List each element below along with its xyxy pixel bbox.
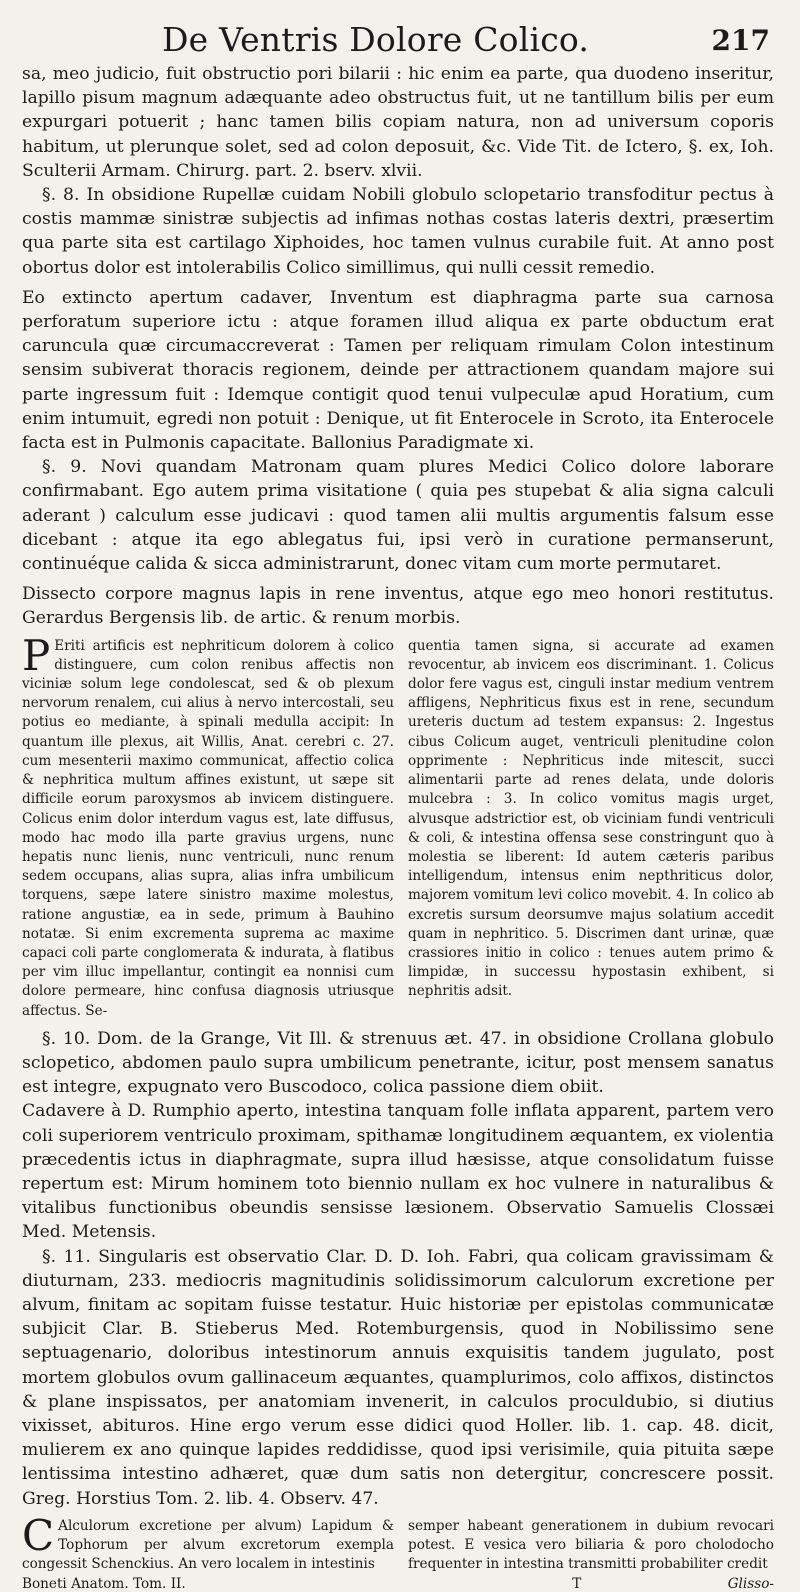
page-footer (22, 1576, 774, 1592)
running-head (22, 14, 774, 62)
paragraph-section-8: §. 8. In obsidione Rupellæ cuidam Nobili globulo sclopetario transfoditur pectus à costis mammæ sinistræ subjectis ad infimas nothas costas lateris dextri, præsertim qua parte sita est cartilago Xiphoides, hoc tamen vulnus curabile fuit. At anno post obortus dolor est intolerabilis Colico simillimus, qui nulli cessit remedio. (22, 185, 774, 278)
running-title: De Ventris Dolore Colico. (162, 20, 590, 59)
paragraph-section-11: §. 11. Singularis est observatio Clar. D. D. Ioh. Fabri, qua colicam gravissimam & diuturnam, 233. mediocris magnitudinis solidissimorum calculorum excretione per alvum, finitam ac sopitam fuisse testatur. Huic historiæ per epistolas communicatæ subjicit Clar. B. Stieberus Med. Rotemburgensis, quod in Nobilissimo sene septuagenario, doloribus intestinorum annuis exquisitis tandem jugulato, post mortem globulos ovum gallinaceum æquantes, quamplurimos, colo affixos, distinctos & plane inspissatos, per anatomiam invenerit, in calculos proculdubio, si diutius vixisset, abituros. Hine ergo verum esse didici quod Holler. lib. 1. cap. 48. dicit, mulierem ex ano quinque lapides reddidisse, quod ipsi verisimile, quia pituita sæpe lentissima intestino adhæret, quæ dum satis non detergitur, concrescere possit. Greg. Horstius Tom. 2. lib. 4. Observ. 47. (22, 1246, 774, 1509)
drop-cap: P (22, 630, 51, 680)
paragraph: Eo extincto apertum cadaver, Inventum est diaphragma parte sua carnosa perforatum superiore ictu : atque foramen illud aliqua ex parte obductum erat caruncula quæ circumaccreverat : Tamen per reliquam rimulam Colon intestinum sensim subiverat thoracis regionem, deinde per attractionem quandam majore sui parte ingressum fuit : Idemque contigit quod tenui vulpeculæ apud Horatium, cum enim intumuit, egredi non potuit : Denique, ut fit Enterocele in Scroto, ita Enterocele facta est in Pulmonis capacitate. Ballonius Paradigmate xi. (22, 287, 774, 454)
paragraph-section-9: §. 9. Novi quandam Matronam quam plures Medici Colico dolore laborare confirmabant. Ego autem prima visitatione ( quia pes stupebat & alia signa calculi aderant ) calculum esse judicavi : quod tamen alii multis argumentis falsum esse dicebant : atque ita ego ablegatus fui, ipsi verò in curatione permanserunt, continuéque calida & sicca administrarunt, donec vitam cum morte permutaret. (22, 457, 774, 575)
note-right-column: semper habeant generationem in dubium revocari potest. E vesica vero biliaria & poro cholodocho frequenter in intestina transmitti probabiliter credit (408, 1517, 774, 1573)
commentary-right-column: quentia tamen signa, si accurate ad examen revocentur, ab invicem eos discriminant. 1. Colicus dolor fere vagus est, cinguli instar medium ventrem affligens, Nephriticus fixus est in rene, secundum ureteris ductum ad testem expansus: 2. Ingestus cibus Colicum auget, ventriculi plenitudine colon opprimente : Nephriticus inde mitescit, succi alimentarii parte ad renes delata, unde doloris mulcebra : 3. In colico vomitus magis urget, alvusque adstrictior est, ob viciniam fundi ventriculi & coli, & intestina offensa sese constringunt quo à molestia se liberent: Id autem cæteris paribus intelligendum, intensus enim nepthriticus dolor, majorem vomitum levi colico movebit. 4. In colico ab excretis sursum deorsumve majus solatium accedit quam in nephritico. 5. Discrimen dant urinæ, quæ crassiores initio in colico : tenues autem primo & limpidæ, in successu hypostasin exhibent, si nephritis adsit. (408, 637, 774, 1000)
two-column-commentary (22, 630, 774, 1021)
signature-mark: T (572, 1576, 582, 1592)
drop-cap: C (22, 1510, 55, 1560)
paragraph: Cadavere à D. Rumphio aperto, intestina tanquam folle inflata apparent, partem vero coli superiorem ventriculo proximam, spithamæ longitudinem æquantem, ex violentia præcedentis ictus in diaphragmate, supra illud hæsisse, atque consolidatum fuisse repertum est: Mirum hominem toto biennio nullam ex hoc vulnere in naturalibus & vitalibus functionibus obeundis sensisse læsionem. Observatio Samuelis Clossæi Med. Metensis. (22, 1101, 774, 1243)
footer-source: Boneti Anatom. Tom. II. (22, 1576, 186, 1592)
note-left-column (22, 1510, 394, 1575)
paragraph: sa, meo judicio, fuit obstructio pori bilarii : hic enim ea parte, qua duodeno inseritur, lapillo pisum magnum adæquante adeo obstructus fuit, ut ne tantillum bilis per eum expurgari potuerit ; hanc tamen bilis copiam natura, non ad universum coporis habitum, ut plerunque solet, sed ad colon deposuit, &c. Vide Tit. de Ictero, §. ex, Ioh. Sculterii Armam. Chirurg. part. 2. bserv. xlvii. (22, 64, 774, 181)
commentary-text: Eriti artificis est nephriticum dolorem à colico distinguere, cum colon renibus affectis non viciniæ solum lege condolescat, sed & ob plexum nervorum renalem, cui alius à nervo intercostali, seu potius eo mediante, à spinali medulla accipit: In quantum ille plexus, ait Willis, Anat. cerebri c. 27. cum mesenterii maximo communicat, affectio colica & nephritica multum affines existunt, ut sæpe sit difficile eorum paroxysmos ab invicem distinguere. Colicus enim dolor interdum vagus est, late diffusus, modo hac modo illa parte gravius urgens, nunc hepatis nunc lienis, nunc ventriculi, nunc renum sedem occupans, alias supra, alias infra umbilicum torquens, sæpe latere sinistro maxime molestus, ratione angustiæ, ea in sede, primum à Bauhino notatæ. Si enim excrementa suprema ac maxime capaci coli parte conglomerata & indurata, à flatibus per vim illuc impellantur, contingit ea nonnisi cum dolore permeare, hinc confusa diagnosis utriusque affectus. Se- (22, 637, 394, 1019)
commentary-left-column (22, 630, 394, 1021)
paragraph-section-10: §. 10. Dom. de la Grange, Vit Ill. & strenuus æt. 47. in obsidione Crollana globulo sclopetico, abdomen paulo supra umbilicum penetrante, icitur, post mensem sanatus est integre, expugnato vero Buscodoco, colica passione diem obiit. (22, 1028, 774, 1098)
catchword: Glisso- (727, 1576, 774, 1592)
page (22, 14, 774, 1592)
page-number: 217 (711, 24, 770, 57)
paragraph: Dissecto corpore magnus lapis in rene inventus, atque ego meo honori restitutus. Gerardus Bergensis lib. de artic. & renum morbis. (22, 584, 774, 629)
note-text: Alculorum excretione per alvum) Lapidum & Tophorum per alvum excretorum exempla congessit Schenckius. An vero localem in intestinis (22, 1517, 394, 1573)
two-column-note (22, 1510, 774, 1575)
